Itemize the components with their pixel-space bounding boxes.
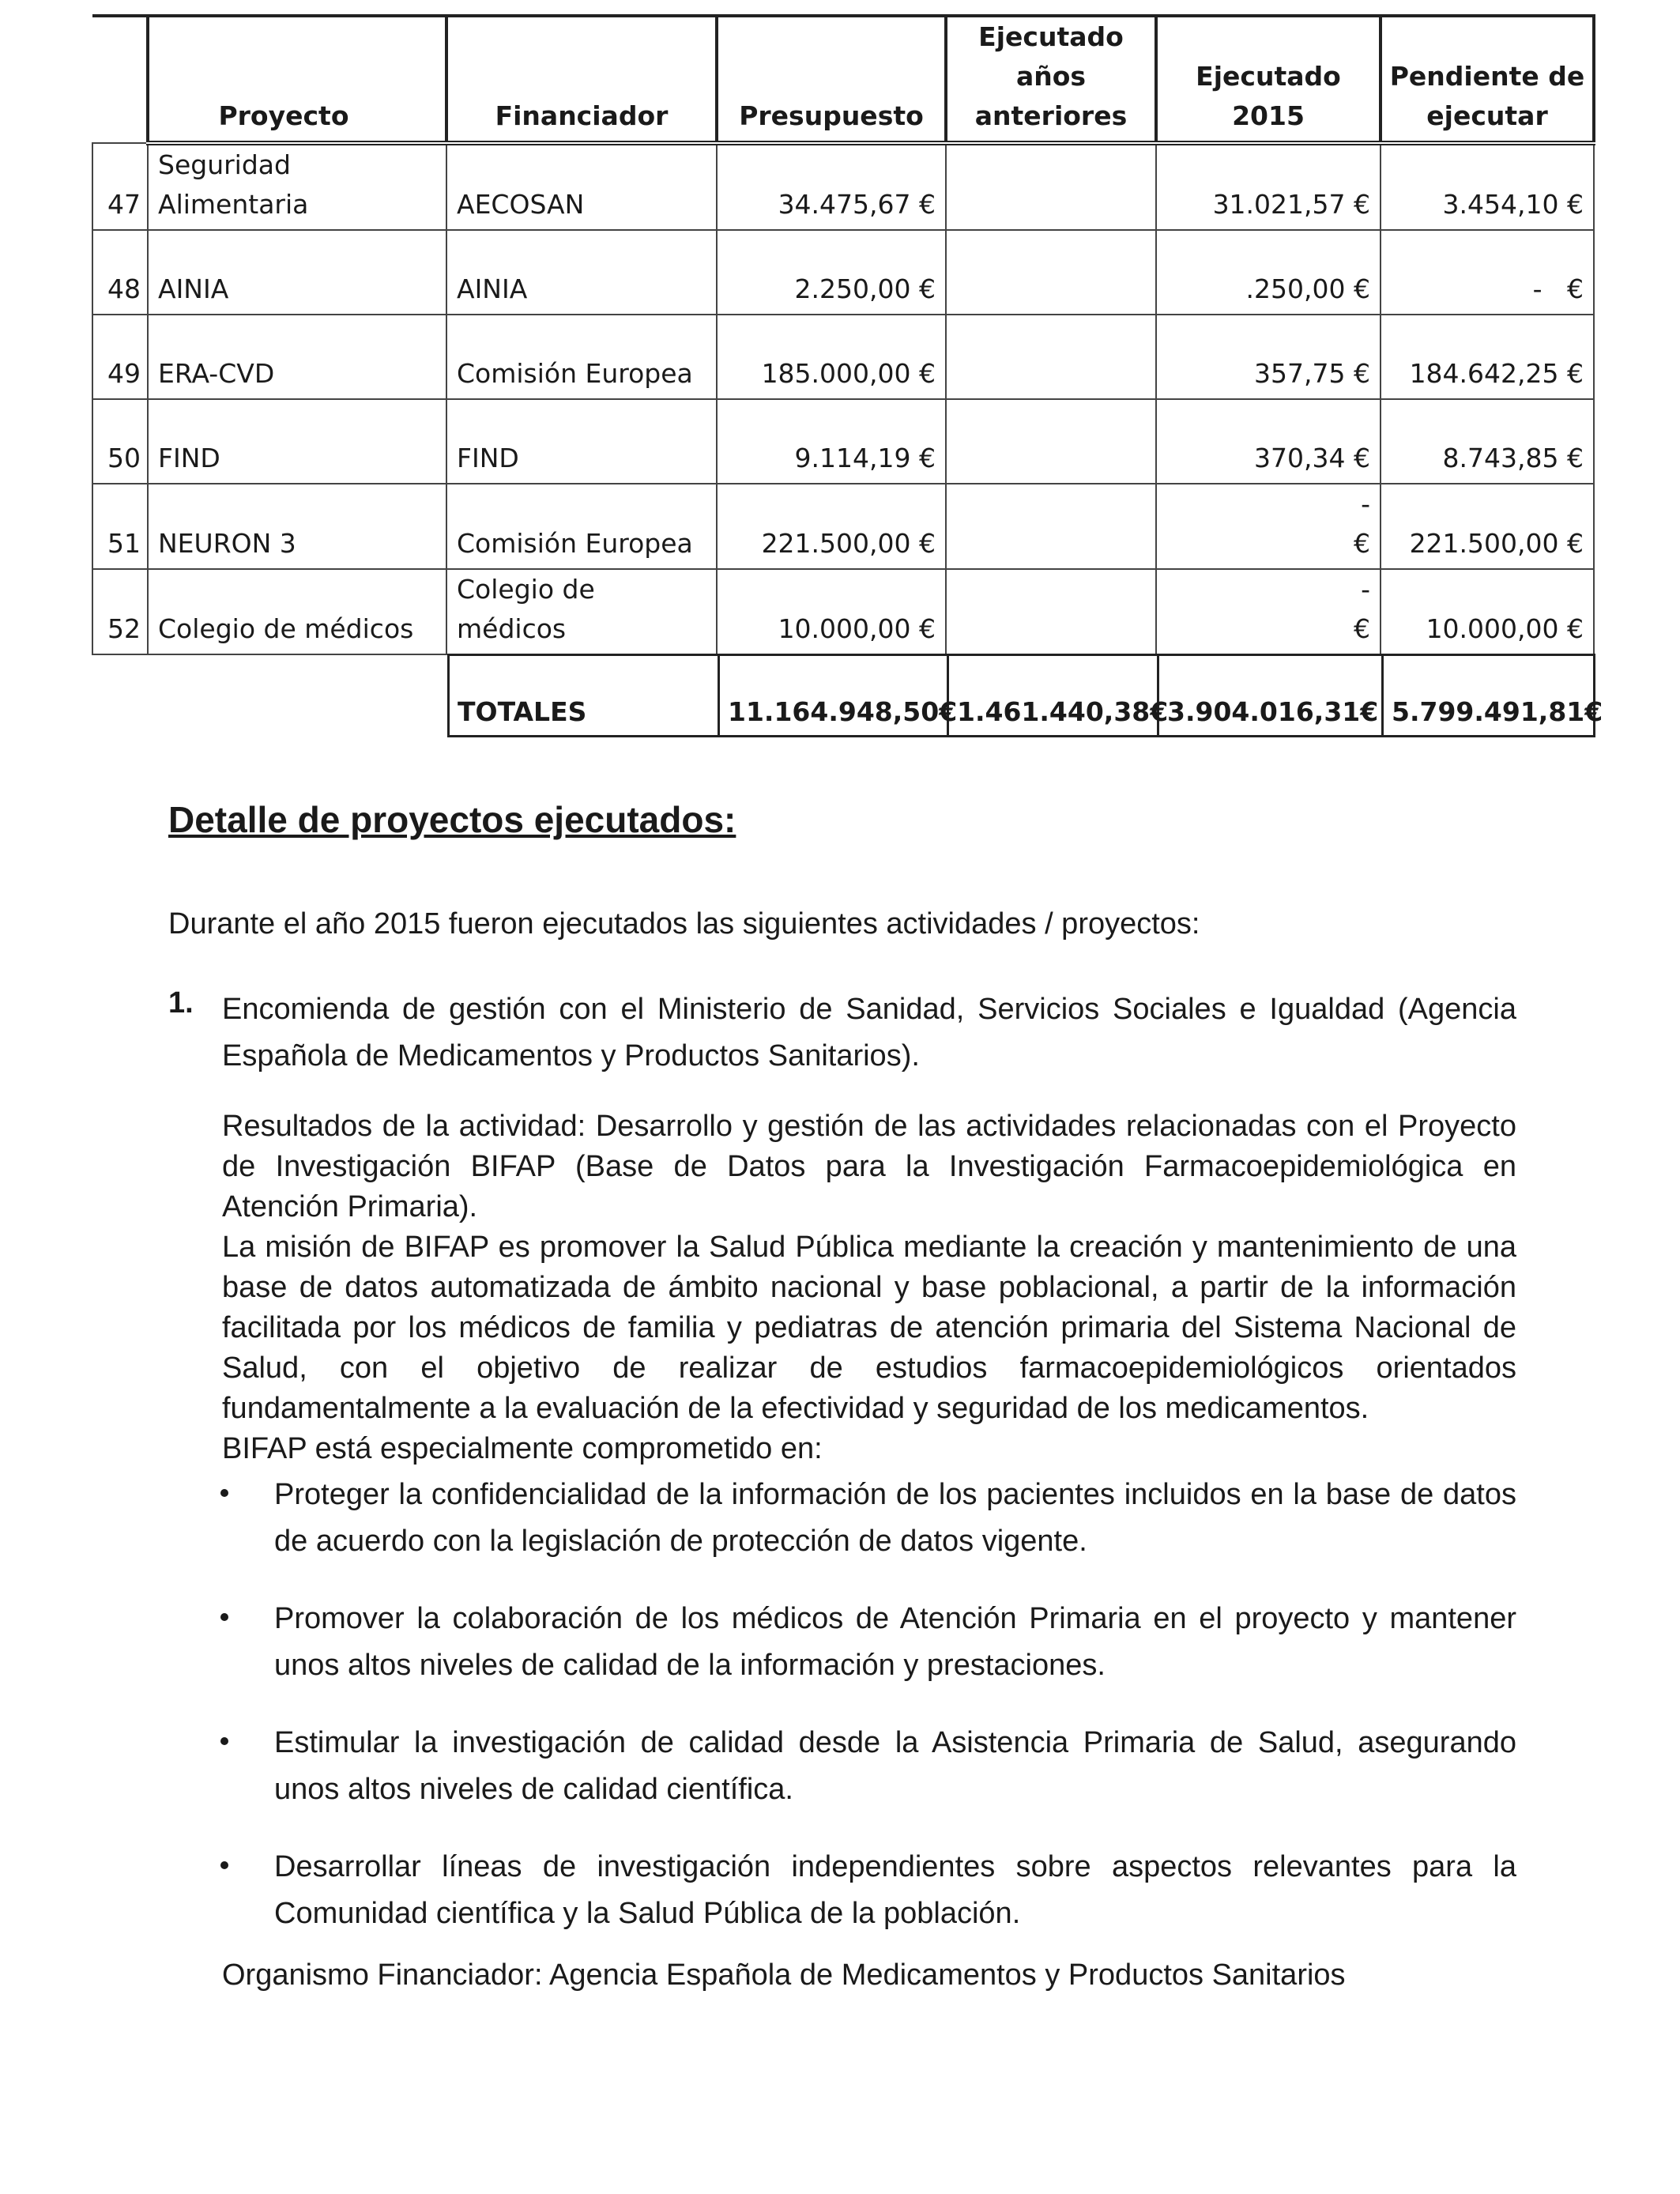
row-number: 51 <box>92 484 148 569</box>
table-row <box>92 315 1594 399</box>
row-number: 48 <box>92 230 148 315</box>
bullet-icon <box>220 1737 228 1745</box>
mission-paragraph: La misión de BIFAP es promover la Salud Pública mediante la creación y mantenimiento de una base de datos automatizada de ámbito nacional y base poblacional, a partir de la información facilitada por los médicos de familia y pediatras de atención primaria del Sistema Nacional de Salud, con el objetivo de realizar de estudios farmacoepidemiológicos orientados fundamentalmente a la evaluación de la efectividad y seguridad de los medicamentos. <box>222 1231 1516 1425</box>
totals-table <box>447 654 1603 737</box>
row-pendiente: 221.500,00 € <box>1381 484 1594 569</box>
row-presupuesto: 221.500,00 € <box>717 484 946 569</box>
header-presupuesto: Presupuesto <box>717 16 946 143</box>
list-item <box>222 1720 1516 1813</box>
row-proyecto: NEURON 3 <box>148 484 446 569</box>
row-number: 49 <box>92 315 148 399</box>
totals-label: TOTALES <box>449 655 719 737</box>
item-text: Encomienda de gestión con el Ministerio de Sanidad, Servicios Sociales e Igualdad (Agencia Española de Medicamentos y Productos Sanitarios). <box>222 993 1516 1072</box>
row-ejecutado: - € <box>1156 484 1381 569</box>
list-item-text: Desarrollar líneas de investigación independientes sobre aspectos relevantes para la Comunidad científica y la Salud Pública de la población. <box>274 1850 1516 1930</box>
row-financiador: AINIA <box>446 230 717 315</box>
list-item-text: Promover la colaboración de los médicos de Atención Primaria en el proyecto y mantener unos altos niveles de calidad de la información y prestaciones. <box>274 1602 1516 1682</box>
list-item-text: Proteger la confidencialidad de la información de los pacientes incluidos en la base de datos de acuerdo con la legislación de protección de datos vigente. <box>274 1478 1516 1558</box>
list-item-text: Estimular la investigación de calidad desde la Asistencia Primaria de Salud, asegurando unos altos niveles de calidad científica. <box>274 1726 1516 1806</box>
row-pendiente: 8.743,85 € <box>1381 399 1594 484</box>
list-item <box>222 1472 1516 1565</box>
row-anteriores <box>946 143 1156 230</box>
totals-presupuesto: 11.164.948,50€ <box>719 655 948 737</box>
table-header-row <box>92 16 1594 143</box>
row-proyecto: ERA-CVD <box>148 315 446 399</box>
list-item <box>222 1844 1516 1937</box>
numbered-item-1 <box>168 986 1516 1080</box>
bullet-icon <box>220 1861 228 1869</box>
projects-table <box>92 14 1595 655</box>
header-pendiente: Pendiente de ejecutar <box>1381 16 1594 143</box>
row-anteriores <box>946 484 1156 569</box>
header-financiador: Financiador <box>446 16 717 143</box>
totals-anteriores: 1.461.440,38€ <box>948 655 1158 737</box>
section-heading: Detalle de proyectos ejecutados: <box>168 799 736 840</box>
list-item <box>222 1596 1516 1689</box>
row-anteriores <box>946 569 1156 654</box>
row-presupuesto: 9.114,19 € <box>717 399 946 484</box>
table-row <box>92 569 1594 654</box>
row-presupuesto: 10.000,00 € <box>717 569 946 654</box>
row-financiador: Comisión Europea <box>446 484 717 569</box>
totals-pendiente: 5.799.491,81€ <box>1383 655 1595 737</box>
row-proyecto: Colegio de médicos <box>148 569 446 654</box>
row-presupuesto: 2.250,00 € <box>717 230 946 315</box>
row-proyecto: FIND <box>148 399 446 484</box>
row-financiador: AECOSAN <box>446 143 717 230</box>
item-number: 1. <box>168 986 194 1020</box>
row-anteriores <box>946 399 1156 484</box>
table-row <box>92 484 1594 569</box>
row-anteriores <box>946 315 1156 399</box>
funder-line: Organismo Financiador: Agencia Española de Medicamentos y Productos Sanitarios <box>222 1958 1346 1992</box>
projects-table-section <box>92 14 1593 655</box>
row-financiador: Colegio de médicos <box>446 569 717 654</box>
table-row <box>92 143 1594 230</box>
row-number: 50 <box>92 399 148 484</box>
intro-paragraph: Durante el año 2015 fueron ejecutados las siguientes actividades / proyectos: <box>168 907 1200 941</box>
row-ejecutado: - € <box>1156 569 1381 654</box>
header-proyecto: Proyecto <box>148 16 446 143</box>
row-ejecutado: 357,75 € <box>1156 315 1381 399</box>
header-ejecutado-anteriores: Ejecutado años anteriores <box>946 16 1156 143</box>
bullet-list <box>222 1472 1516 1968</box>
row-presupuesto: 185.000,00 € <box>717 315 946 399</box>
row-pendiente: 10.000,00 € <box>1381 569 1594 654</box>
bullet-icon <box>220 1489 228 1497</box>
results-paragraph: Resultados de la actividad: Desarrollo y gestión de las actividades relacionadas con el Proyecto de Investigación BIFAP (Base de Datos para la Investigación Farmacoepidemiológica en Atención Primaria). <box>222 1110 1516 1223</box>
row-proyecto: AINIA <box>148 230 446 315</box>
row-financiador: FIND <box>446 399 717 484</box>
results-block <box>222 1106 1516 1469</box>
totals-ejecutado: 3.904.016,31€ <box>1158 655 1383 737</box>
row-proyecto: Seguridad Alimentaria <box>148 143 446 230</box>
table-row <box>92 399 1594 484</box>
totals-row <box>449 655 1595 737</box>
commitment-intro: BIFAP está especialmente comprometido en: <box>222 1432 823 1465</box>
row-financiador: Comisión Europea <box>446 315 717 399</box>
row-ejecutado: .250,00 € <box>1156 230 1381 315</box>
row-anteriores <box>946 230 1156 315</box>
row-pendiente: 3.454,10 € <box>1381 143 1594 230</box>
row-ejecutado: 31.021,57 € <box>1156 143 1381 230</box>
row-number: 47 <box>92 143 148 230</box>
row-ejecutado: 370,34 € <box>1156 399 1381 484</box>
table-row <box>92 230 1594 315</box>
bullet-icon <box>220 1613 228 1621</box>
header-number <box>92 16 148 143</box>
row-number: 52 <box>92 569 148 654</box>
row-pendiente: 184.642,25 € <box>1381 315 1594 399</box>
row-presupuesto: 34.475,67 € <box>717 143 946 230</box>
row-pendiente: - € <box>1381 230 1594 315</box>
header-ejecutado-2015: Ejecutado 2015 <box>1156 16 1381 143</box>
